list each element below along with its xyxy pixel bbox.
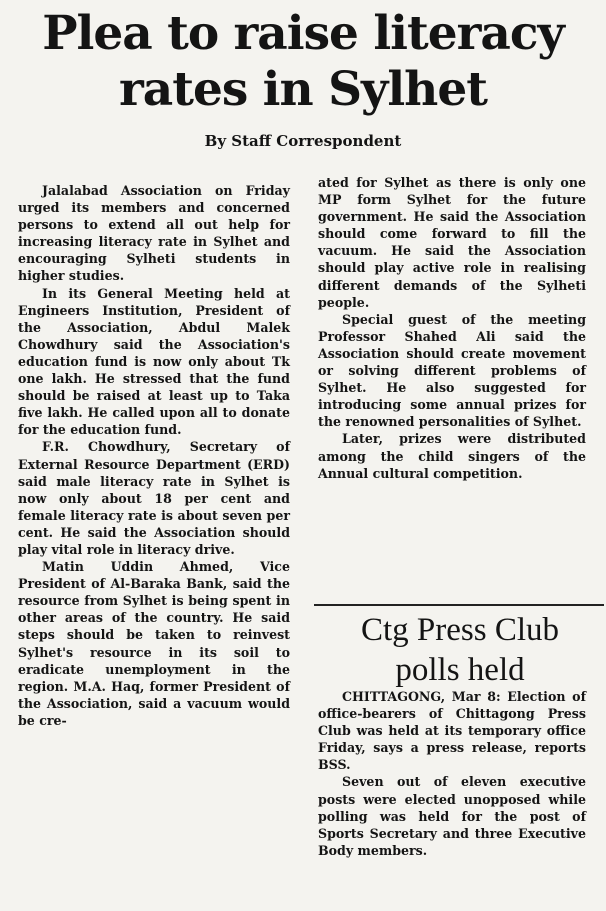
article2-paragraph: CHITTAGONG, Mar 8: Election of office-bearers of Chittagong Press Club was held at its temporary office Friday, says a press release, reports BSS. <box>318 689 586 773</box>
article-paragraph: F.R. Chowdhury, Secretary of External Resource Department (ERD) said male literacy rate in Sylhet is now only about 18 per cent and female literacy rate is about seven per cent. He said the Association should play vital role in literacy drive. <box>18 439 290 557</box>
article-paragraph: Later, prizes were distributed among the child singers of the Annual cultural competition. <box>318 431 586 481</box>
article-paragraph: Matin Uddin Ahmed, Vice President of Al-Baraka Bank, said the resource from Sylhet is being spent in other areas of the country. He said steps should be taken to reinvest Sylhet's resource in its soil to eradicate unemployment in the region. M.A. Haq, former President of the Association, said a vacuum would be cre- <box>18 559 290 728</box>
article-paragraph: Jalalabad Association on Friday urged its members and concerned persons to extend all out help for increasing literacy rate in Sylhet and encouraging Sylheti students in higher studies. <box>18 183 290 284</box>
headline-line-1: Plea to raise literacy <box>42 6 564 61</box>
article-paragraph: Special guest of the meeting Professor Shahed Ali said the Association should create movement or solving different problems of Sylhet. He also suggested for introducing some annual prizes for the renowned personalities of Sylhet. <box>318 311 586 430</box>
section-divider <box>314 604 604 606</box>
sub-headline-line-1: Ctg Press Club <box>360 612 560 648</box>
article-column-right <box>318 174 586 482</box>
article-paragraph-continued: ated for Sylhet as there is only one MP form Sylhet for the future government. He said the Association should come forward to fill the vacuum. He said the Association should play active role in realising different demands of the Sylheti people. <box>318 175 586 310</box>
headline <box>0 6 606 118</box>
article2-column <box>318 688 586 859</box>
headline-line-2: rates in Sylhet <box>119 62 487 117</box>
article-paragraph: In its General Meeting held at Engineers Institution, President of the Association, Abdul Malek Chowdhury said the Association's education fund is now only about Tk one lakh. He stressed that the fund should be raised at least up to Taka five lakh. He called upon all to donate for the education fund. <box>18 285 290 438</box>
sub-headline <box>316 610 604 690</box>
sub-headline-line-2: polls held <box>395 652 525 688</box>
article-column-left <box>18 182 290 729</box>
byline: By Staff Correspondent <box>204 132 402 150</box>
article2-paragraph: Seven out of eleven executive posts were elected unopposed while polling was held for the post of Sports Secretary and three Executive Body members. <box>318 774 586 858</box>
